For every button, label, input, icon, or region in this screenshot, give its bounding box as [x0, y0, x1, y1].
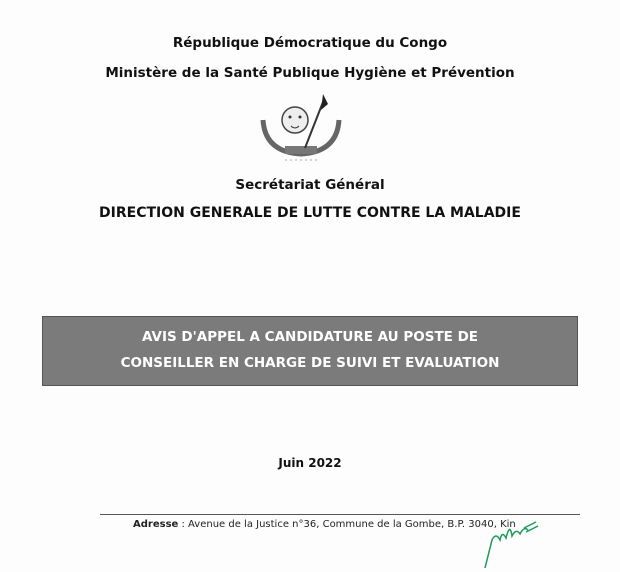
title-banner — [42, 316, 578, 386]
secretariat: Secrétariat Général — [235, 177, 385, 193]
coat-of-arms-emblem — [255, 90, 347, 162]
address-label: Adresse — [133, 519, 179, 530]
direction: DIRECTION GENERALE DE LUTTE CONTRE LA MALADIE — [99, 205, 521, 221]
handwritten-signature — [480, 518, 540, 570]
country-name: République Démocratique du Congo — [172, 35, 448, 51]
ministry-name: Ministère de la Santé Publique Hygiène et Prévention — [105, 65, 515, 81]
document-date: Juin 2022 — [278, 456, 342, 470]
banner-line-1: AVIS D'APPEL A CANDIDATURE AU POSTE DE — [142, 329, 478, 345]
footer-address — [133, 519, 516, 530]
address-text: : Avenue de la Justice n°36, Commune de la Gombe, B.P. 3040, Kin — [178, 519, 516, 530]
footer-divider — [100, 514, 580, 515]
banner-line-2: CONSEILLER EN CHARGE DE SUIVI ET EVALUATION — [120, 355, 500, 371]
